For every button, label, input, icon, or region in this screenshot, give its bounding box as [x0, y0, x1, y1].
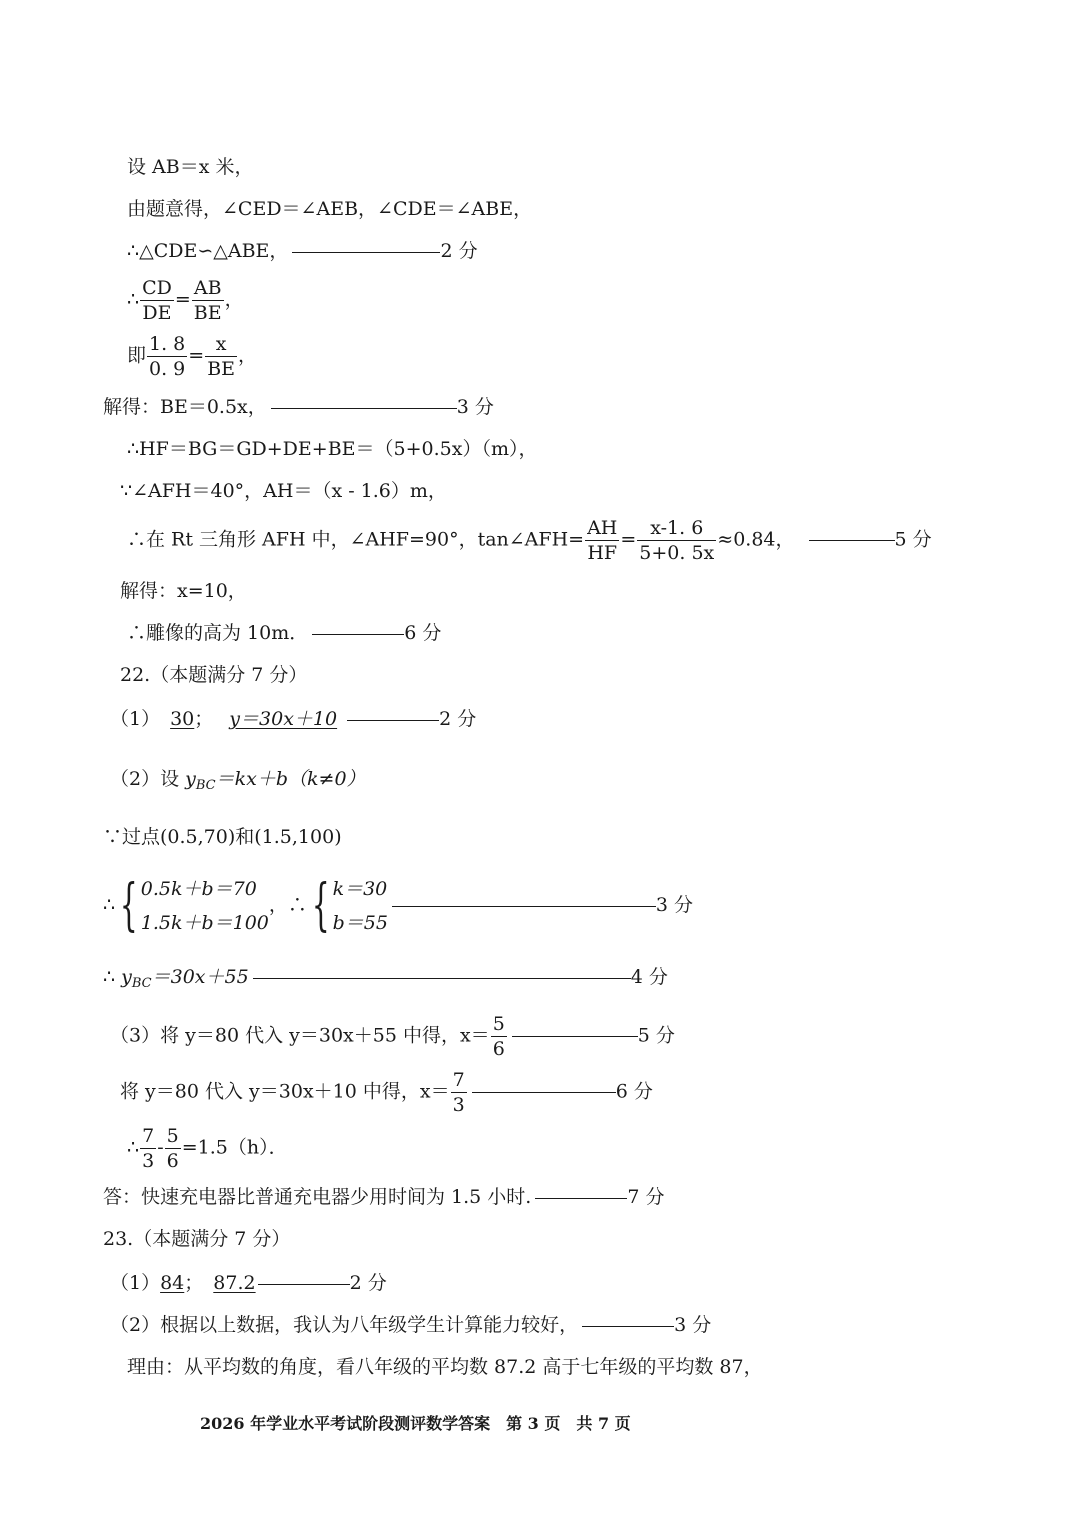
fraction: $\frac{x-1. 6}{5+0. 5x}$ [639, 517, 715, 564]
line-ratio: ∴ $\frac{CD}{DE}$ = $\frac{AB}{BE}$ ， [127, 277, 244, 324]
fraction: $\frac{5}{6}$ [492, 1013, 505, 1060]
fraction: $\frac{AB}{BE}$ [193, 277, 222, 324]
score-leader [312, 634, 404, 635]
q22-part1: （1） 30； y＝30x＋10 2 分 [110, 708, 477, 730]
line-tan: ∴在 Rt 三角形 AFH 中，∠AHF=90°，tan∠AFH= $\frac{AH}{HF}$ = $\frac{x-1. 6}{5+0. 5x}$ ≈0.84， 5 分 [127, 517, 932, 564]
score-label: 6 分 [615, 1080, 653, 1103]
score-label: 3 分 [655, 894, 694, 916]
q23-title: 23.（本题满分 7 分） [103, 1228, 291, 1250]
score-leader [347, 720, 439, 721]
line-solve-be: 解得：BE＝0.5x， 3 分 [103, 396, 494, 418]
score-leader [292, 252, 440, 253]
q22-part3-a: （3）将 y＝80 代入 y＝30x＋55 中得，x＝ $\frac{5}{6}$ 5 分 [110, 1013, 675, 1060]
left-brace: { [120, 873, 138, 938]
score-leader [253, 978, 631, 979]
q22-part3-b: 将 y＝80 代入 y＝30x＋10 中得，x＝ $\frac{7}{3}$ 6 分 [120, 1069, 653, 1116]
fraction: $\frac{5}{6}$ [166, 1125, 179, 1172]
fraction: $\frac{7}{3}$ [142, 1125, 155, 1172]
q22-result: ∴ $y_{BC}=30x+55$ 4 分 [103, 966, 668, 991]
fraction: $\frac{1. 8}{0. 9}$ [149, 333, 186, 380]
q22-part2-setup: （2）设 $y_{BC}=kx+b(k\ne 0)$ [110, 768, 366, 793]
score-label: 4 分 [630, 966, 668, 988]
fraction: $\frac{AH}{HF}$ [587, 517, 618, 564]
q23-part2: （2）根据以上数据，我认为八年级学生计算能力较好， 3 分 [110, 1314, 712, 1336]
score-leader [271, 408, 457, 409]
score-label: 6 分 [404, 622, 442, 644]
left-brace: { [311, 873, 330, 938]
fraction: $\frac{CD}{DE}$ [142, 277, 172, 324]
q22-points: ∵过点(0.5,70)和(1.5,100) [103, 826, 342, 848]
line-ratio-values: 即 $\frac{1. 8}{0. 9}$ = $\frac{x}{BE}$ ， [127, 333, 258, 380]
q23-reason: 理由：从平均数的角度，看八年级的平均数 87.2 高于七年级的平均数 87， [127, 1356, 763, 1378]
equation-solution: k＝30 b＝55 [332, 878, 388, 934]
score-label: 2 分 [440, 240, 478, 262]
line-set-ab: 设 AB＝x 米， [127, 156, 254, 178]
line-given: 由题意得，∠CED＝∠AEB，∠CDE＝∠ABE， [127, 198, 533, 220]
page-footer: 2026 年学业水平考试阶段测评数学答案 第 3 页 共 7 页 [200, 1414, 631, 1433]
q22-system: ∴{ 0.5k＋b＝70 1.5k＋b＝100 ，∴{ k＝30 b＝55 3 分 [103, 873, 694, 938]
line-statue-height: ∴雕像的高为 10m． 6 分 [127, 622, 442, 644]
q22-part3-c: ∴ $\frac{7}{3}$ - $\frac{5}{6}$ =1.5（h）． [127, 1125, 288, 1172]
line-similar: ∴△CDE∽△ABE， 2 分 [127, 240, 478, 262]
score-label: 2 分 [349, 1272, 387, 1294]
score-leader [535, 1198, 627, 1199]
answer-blank: y＝30x＋10 [229, 708, 338, 730]
score-leader [392, 906, 656, 907]
q23-part1: （1）84； 87.2 2 分 [110, 1272, 387, 1294]
score-label: 5 分 [637, 1024, 675, 1047]
q22-answer: 答：快速充电器比普通充电器少用时间为 1.5 小时. 7 分 [103, 1186, 665, 1208]
score-label: 7 分 [627, 1186, 665, 1208]
line-hf: ∴HF＝BG＝GD+DE+BE＝（5+0.5x）（m）， [127, 438, 538, 460]
score-leader [258, 1284, 350, 1285]
score-label: 5 分 [894, 528, 932, 551]
score-leader [809, 540, 895, 541]
score-leader [472, 1092, 616, 1093]
q22-title: 22.（本题满分 7 分） [120, 664, 308, 686]
answer-blank: 87.2 [213, 1272, 256, 1294]
line-solve-x: 解得：x=10， [120, 580, 247, 602]
score-label: 3 分 [674, 1314, 712, 1336]
equation-system: 0.5k＋b＝70 1.5k＋b＝100 [140, 878, 269, 934]
answer-blank: 30 [170, 708, 195, 730]
score-label: 3 分 [456, 396, 494, 418]
fraction: $\frac{7}{3}$ [452, 1069, 465, 1116]
score-leader [512, 1036, 638, 1037]
score-leader [582, 1326, 674, 1327]
fraction: $\frac{x}{BE}$ [207, 333, 236, 380]
answer-blank: 84 [160, 1272, 185, 1294]
score-label: 2 分 [439, 708, 477, 730]
line-afh: ∵∠AFH＝40°，AH＝（x - 1.6）m， [120, 480, 447, 502]
